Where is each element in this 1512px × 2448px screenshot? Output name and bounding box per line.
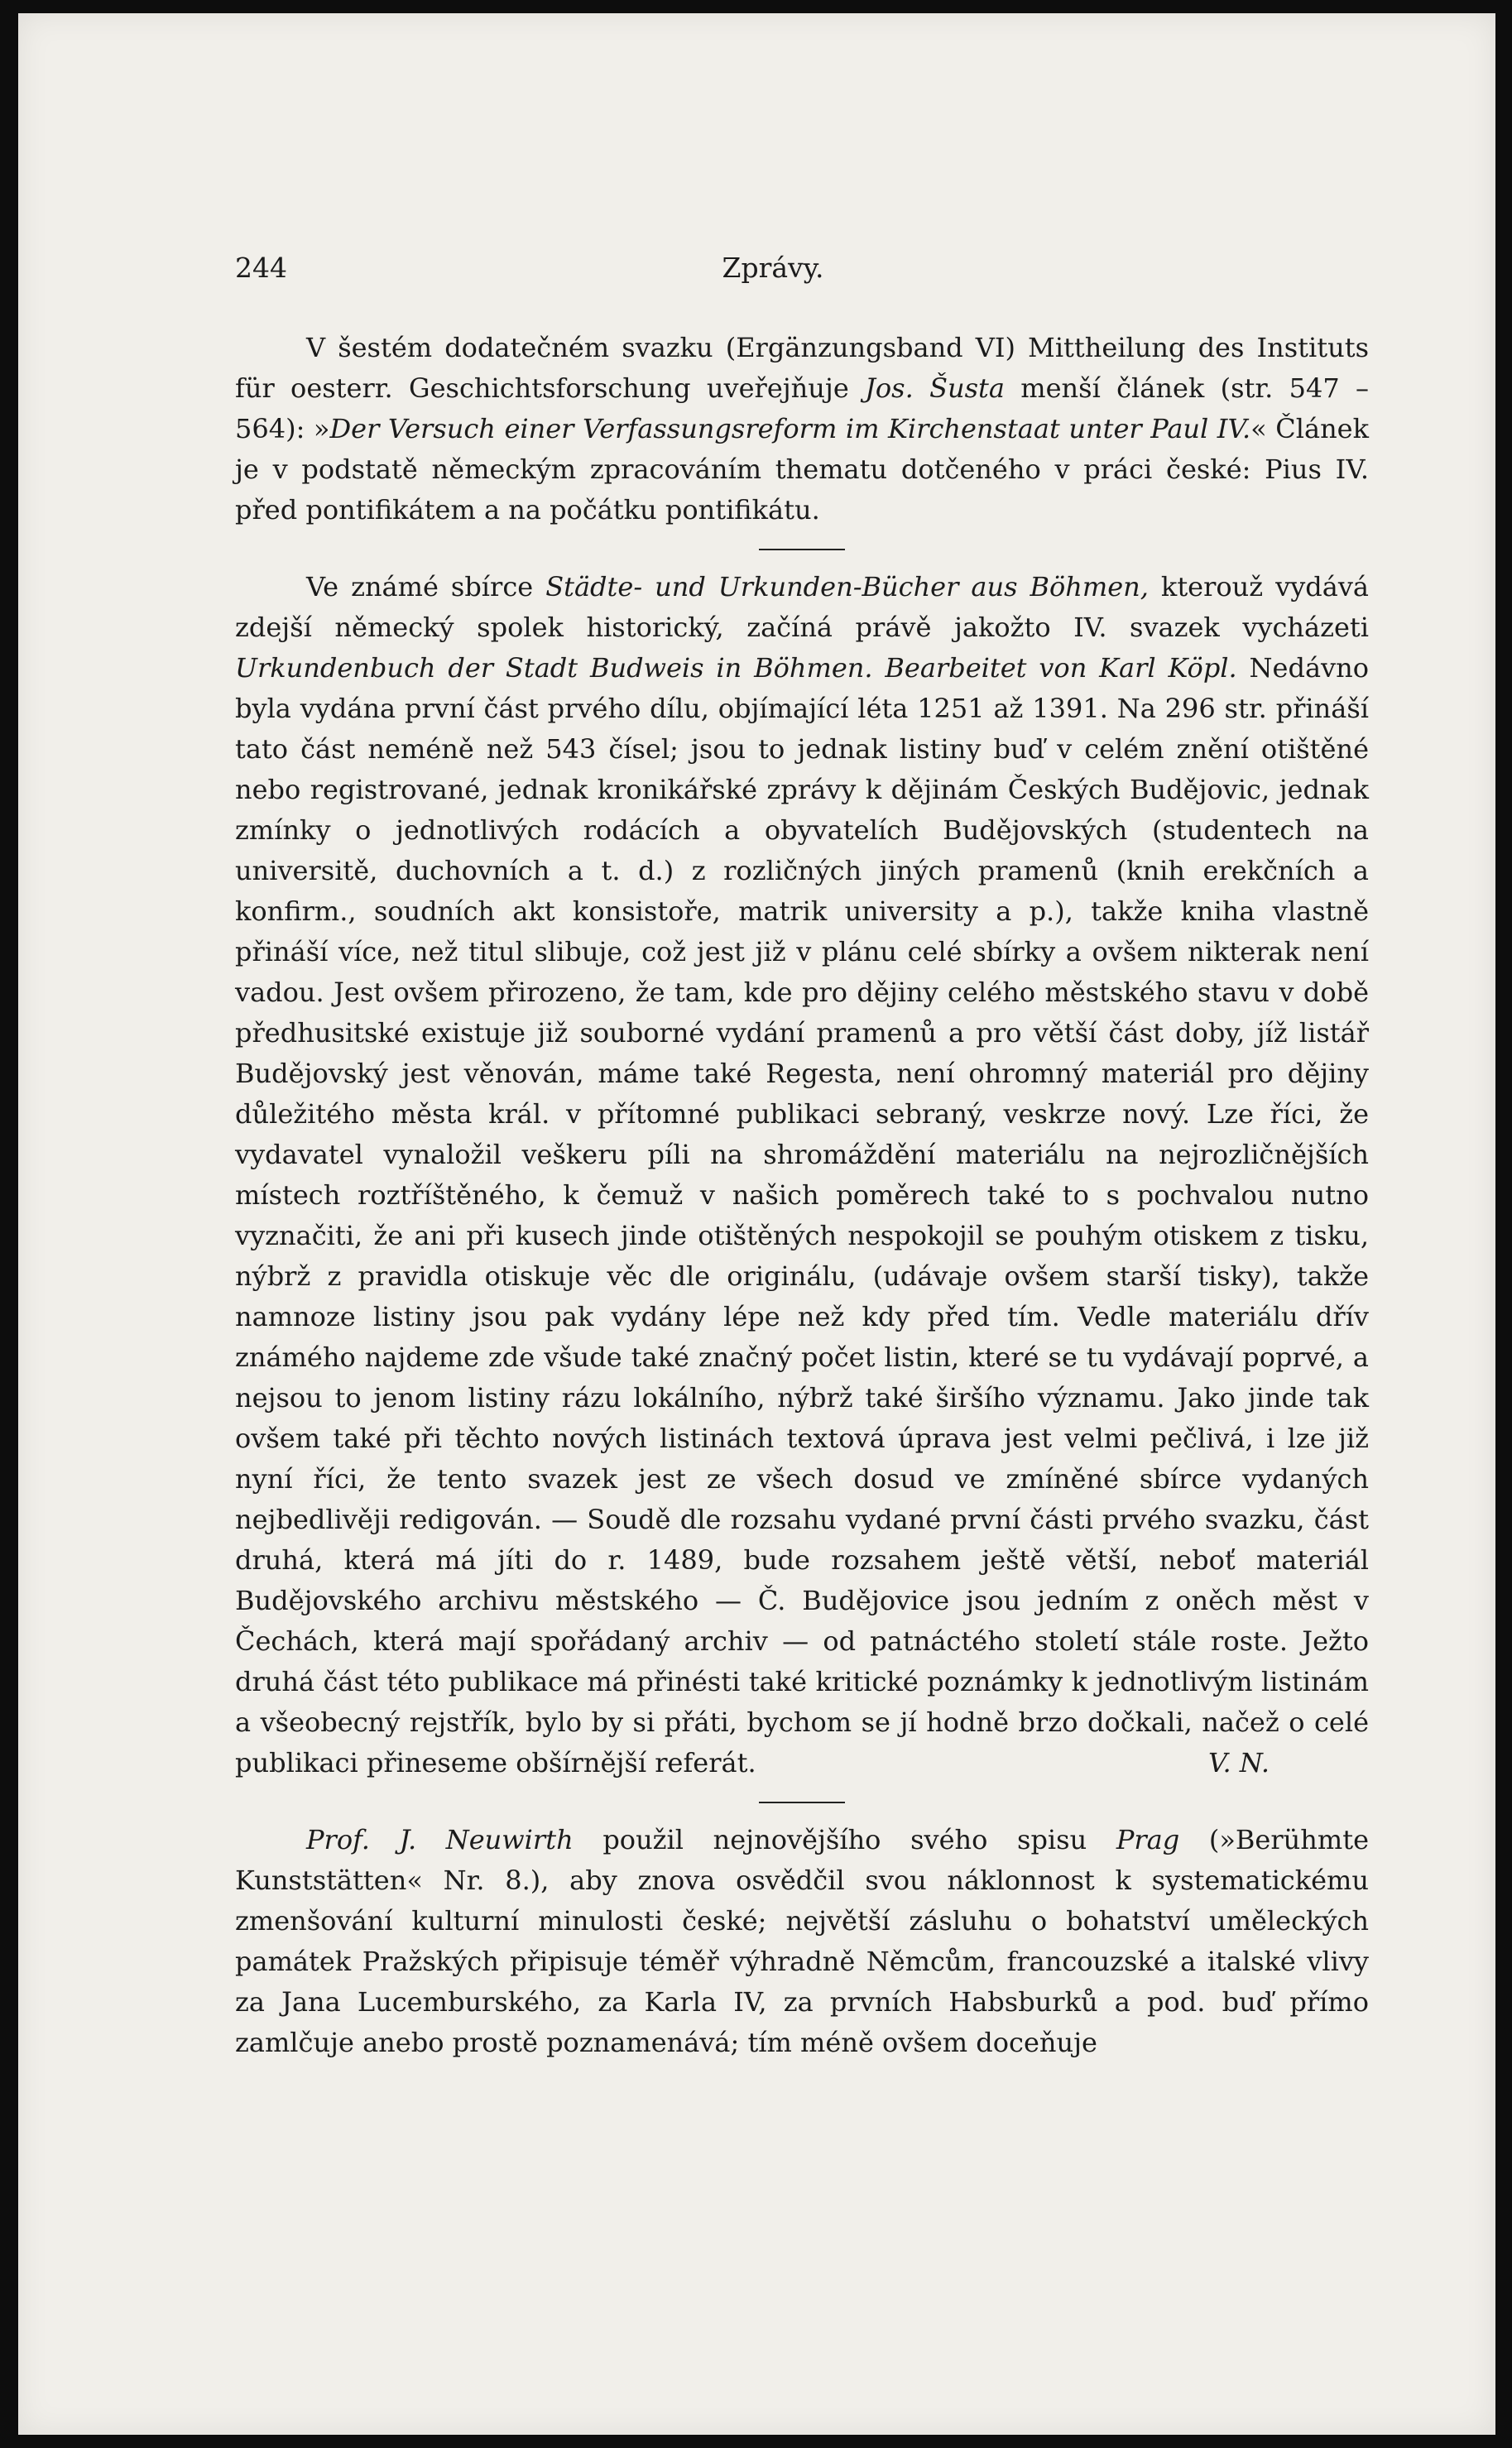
text-segment: menší článek (str. 547 – 564): » — [235, 372, 1370, 444]
body-text — [235, 328, 1369, 2063]
paragraph-ergaenzungsband — [235, 328, 1369, 530]
text-segment: (»Berühmte Kunststätten« Nr. 8.), aby znova osvědčil svou náklonnost k systematickému zmenšování kulturní minulosti české; největší zásluhu o bohatství uměleckých památek Pražských připisuje téměř výhradně Němcům, francouzské a italské vlivy za Jana Lucemburského, za Karla IV, za prvních Habsburků a pod. buď přímo zamlčuje anebo prostě poznamenává; tím méně ovšem doceňuje — [235, 1824, 1370, 2058]
page-number: 244 — [235, 252, 287, 284]
paragraph-urkundenbuch — [235, 567, 1369, 1783]
text-segment: kterouž vydává zdejší německý spolek historický, začíná právě jakožto IV. svazek vycházeti — [235, 571, 1370, 643]
author-name: Prof. J. Neuwirth — [306, 1824, 574, 1855]
scanned-page — [18, 13, 1495, 2435]
work-title: Urkundenbuch der Stadt Budweis in Böhmen. Bearbeitet von Karl Köpl. — [235, 652, 1237, 684]
author-name: Jos. Šusta — [865, 372, 1005, 404]
text-segment: Nedávno byla vydána první část prvého dílu, objímající léta 1251 až 1391. Na 296 str. přináší tato část neméně než 543 čísel; jsou to jednak listiny buď v celém znění otištěné nebo registrované, jednak kronikářské zprávy k dějinám Českých Budějovic, jednak zmínky o jednotlivých rodácích a obyvatelích Budějovských (studentech na universitě, duchovních a t. d.) z rozličných jiných pramenů (knih erekčních a konfirm., soudních akt konsistoře, matrik university a p.), takže kniha vlastně přináší více, než titul slibuje, což jest již v plánu celé sbírky a ovšem nikterak není vadou. Jest ovšem přirozeno, že tam, kde pro dějiny celého městského stavu v době předhusitské existuje již souborné vydání pramenů a pro větší část doby, jíž listář Budějovský jest věnován, máme také Regesta, není ohromný materiál pro dějiny důležitého města král. v přítomné publikaci sebraný, veskrze nový. Lze říci, že vydavatel vynaložil veškeru píli na shromáždění materiálu na nejrozličnějších místech roztříštěného, k čemuž v našich poměrech také to s pochvalou nutno vyznačiti, že ani při kusech jinde otištěných nespokojil se pouhým otiskem z tisku, nýbrž z pravidla otiskuje věc dle originálu, (udávaje ovšem starší tisky), takže namnoze listiny jsou pak vydány lépe než kdy před tím. Vedle materiálu dřív známého najdeme zde všude také značný počet listin, které se tu vydávají poprvé, a nejsou to jenom listiny rázu lokálního, nýbrž také širšího významu. Jako jinde tak ovšem také při těchto nových listinách textová úprava jest velmi pečlivá, i lze již nyní říci, že tento svazek jest ze všech dosud ve zmíněné sbírce vydaných nejbedlivěji redigován. — Soudě dle rozsahu vydané první části prvého svazku, část druhá, která má jíti do r. 1489, bude rozsahem ještě větší, neboť materiál Budějovského archivu městského — Č. Budějovice jsou jedním z oněch měst v Čechách, která mají spořádaný archiv — od patnáctého století stále roste. Ježto druhá část této publikace má přinésti také kritické poznámky k jednotlivým listinám a všeobecný rejstřík, bylo by si přáti, bychom se jí hodně brzo dočkali, načež o celé publikaci přineseme obšírnější referát. — [235, 652, 1370, 1778]
work-title: Der Versuch einer Verfassungsreform im Kirchenstaat unter Paul IV. — [329, 413, 1251, 444]
paragraph-neuwirth — [235, 1820, 1369, 2063]
section-divider — [759, 1802, 845, 1803]
running-title: Zprávy. — [722, 252, 824, 284]
text-segment: Ve známé sbírce — [306, 571, 546, 602]
signature: V. N. — [1208, 1747, 1270, 1778]
text-segment: použil nejnovějšího svého spisu — [573, 1824, 1116, 1855]
work-title: Prag — [1116, 1824, 1180, 1855]
text-segment: « Článek je v podstatě německým zpracováním thematu dotčeného v práci české: Pius IV. před pontifikátem a na počátku pontifikátu. — [235, 413, 1370, 526]
series-title: Städte- und Urkunden-Bücher aus Böhmen, — [545, 571, 1149, 602]
page-header — [235, 252, 1311, 293]
section-divider — [759, 549, 845, 550]
text-segment: V šestém dodatečném svazku (Ergänzungsband VI) Mittheilung des Instituts für oesterr. Geschichtsforschung uveřejňuje — [235, 332, 1369, 404]
